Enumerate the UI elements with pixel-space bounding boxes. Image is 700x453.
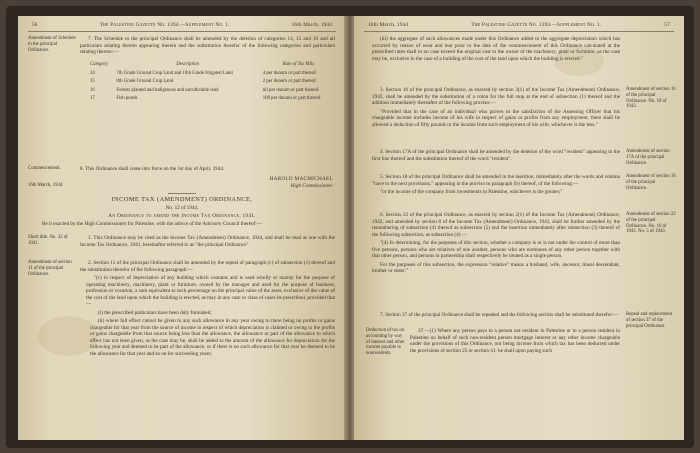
section-2-para: 2. Section 11 of the principal Ordinance shall be amended by the repeal of paragraph (c) of subsection (1) thereof and the substitution therefor of the following paragraph:— [80,260,335,273]
table-row [88,68,336,77]
section-3-text [372,87,620,130]
section-4-para: 4. Section 17A of the principal Ordinance shall be amended by the deletion of the word "resident" appearing in the first line thereof and the substitution thereof of the word "resident". [372,149,620,162]
ordinance-subtitle: An Ordinance to amend the Income Tax Ordinance, 1941. [108,213,256,219]
right-page [354,16,684,440]
margin-note-section-18: Amendment of section 18 of the principal Ordinance. [626,174,676,191]
ordinance-title: INCOME TAX (AMENDMENT) ORDINANCE, [111,196,253,203]
section-37-text [410,328,620,356]
section-7-para: 7. The Schedule to the principal Ordinance shall be amended by the deletion of categories 14, 15 and 16 and all particulars relating thereto appearing therein and the substitution therefor of the following categories and particulars relating thereto:— [80,36,335,55]
schedule-table [88,62,336,102]
table-row [88,93,336,102]
section-5-para: 5. Section 18 of the principal Ordinance shall be amended in the insertion, immediately after the words and comma "have to the next provisions," appearing in the proviso to paragraph (b) thereof, of the following:— [372,174,620,187]
left-page-gazette-title: The Palestine Gazette No. 1394.—Supplement No. 1. [99,22,230,28]
signer-title: High Commissioner. [290,183,333,189]
divider [168,193,196,194]
schedule-col-rate: Rate of Tax Mils [282,62,315,67]
schedule-cell: Forests planted and indigenous and uncultivable land [116,87,219,93]
ordinance-number: No. 12 of 1944. [165,205,199,211]
margin-note-section-16: Amendment of section 16 of the principal Ordinance. No. 10 of 1942. [626,87,676,110]
section-6-quote: "(4) In determining, for the purposes of this section, whether a company is or is not under the control of more than five persons, persons who are relatives of one another, persons who are nominees of any other person together with that other person, and persons in partnership shall respectively be treated as a single person. [372,240,620,259]
enactment-date: 16th March, 1944. [28,183,64,188]
left-page-number: 56 [32,22,38,28]
schedule-col-category: Category [90,62,108,67]
schedule-cell: 8th Grade Ground Crop Land [116,79,174,85]
left-page [18,16,346,440]
section-8-text: 8. This Ordinance shall come into force on the 1st day of April, 1944. [80,166,225,172]
section-6-relative: For the purposes of this subsection, the expression "relative" means a husband, wife, ancestor, lineal descendant, brother or sister." [372,261,620,274]
schedule-cell: 2 per dunum or part thereof. [262,79,317,85]
paragraph-c-i: (i) the prescribed particulars have been duly furnished; [98,309,212,316]
right-page-date: 16th March, 1944 [368,22,409,28]
right-page-header [354,22,684,34]
margin-note-section-37: Repeal and replacement of section 37 of the principal Ordinance. [626,312,673,329]
margin-note-short-title: Short title. No. 32 of 1941. [28,235,68,246]
section-4-text [372,149,620,164]
margin-note-schedule: Amendment of Schedule to the principal Ordinance. [28,36,76,53]
schedule-cell: Fish ponds [116,96,138,102]
margin-note-section-11: Amendment of section 11 of the principal Ordinance. [28,260,72,277]
left-page-header [18,22,346,34]
paper-stain [554,46,604,76]
open-book [6,6,694,448]
section-7-right-para: 7. Section 37 of the principal Ordinance shall be repealed and the following section shall be substituted therefor:— [380,312,619,318]
margin-note-commencement: Commencement. [28,166,61,171]
section-37-para: 37.—(1) Where any person pays to a person not resident in Palestine or to a person resident in Palestine on behalf of such non-resident person mortgage interest or any other income chargeable under the provisions of this Ordinance, not being income from which tax has been deducted under the provisions of section 25 or section 41, he shall upon paying such [410,328,620,354]
header-rule [28,31,336,32]
section-7-right-text [372,312,620,321]
signer-name: HAROLD MACMICHAEL [269,176,333,182]
schedule-cell: 4 per dunum or part thereof. [262,70,317,76]
paragraph-c-iii-text: (iii) the aggregate of such allowances made under this Ordinance added to the aggregate depreciation which has occurred by reason of wear and tear prior to the date of the commencement of this Ordinance calculated at the prescribed rates shall in no case exceed the original cost to the owner of the machinery, plant or furniture, as the case may be, exclusive in the case of a building of the cost of the land upon which the building is erected." [372,36,620,62]
paragraph-c-ii: (ii) where full effect cannot be given to any such allowance in any year owing to there being no profits or gains chargeable for that year from the source of income in respect of which depreciation is claimed or owing to the profits or gains chargeable from that source being less than the allowance, the allowance or part of the allowance to which effect has not been given, as the case may be, shall be added to the amount of the allowance for depreciation for the following year and deemed to be part of the allowance, or if there is no such allowance for that year be deemed to be the allowance for that year and so on for succeeding years; [90,318,335,357]
section-3-para: 3. Section 16 of the principal Ordinance, as enacted by section 3(1) of the Income Tax (Amendment) Ordinance, 1942, shall be amended by the substitution of a colon for the full stop at the end of subsection (1) thereof and the addition immediately thereafter of the following proviso:— [372,87,620,106]
schedule-cell: 100 per dunum or part thereof. [262,96,322,102]
table-row [88,76,336,85]
right-page-gazette-title: The Palestine Gazette No. 1394.—Supplement No. 1. [471,22,602,28]
schedule-cell: nil per dunum or part thereof. [262,87,320,93]
enacting-clause: Be it enacted by the High Commissioner for Palestine, with the advice of the Advisory Council thereof:— [42,221,262,227]
schedule-cell: 7th Grade Ground Crop Land and 10th Grade Irrigated Land [116,70,233,76]
schedule-col-description: Description [176,62,199,67]
header-rule [364,31,674,32]
section-2-text [80,260,335,359]
schedule-cell: 15 [90,79,95,85]
schedule-cell: 14 [90,70,95,76]
section-3-proviso: "Provided that in the case of an individual who proves to the satisfaction of the Assessing Officer that his chargeable income includes income of his wife in respect of gains or profits from any employment, there shall be allowed a deduction of fifty pounds or the income from such employment of his wife, whichever is the less." [372,108,620,128]
section-1-para: 1. This Ordinance may be cited as the Income Tax (Amendment) Ordinance, 1944, and shall be read as one with the Income Tax Ordinance, 1941, hereinafter referred to as "the principal Ordinance". [80,235,335,248]
schedule-cell: 16 [90,87,95,93]
left-page-date: 16th March, 1944 [291,22,332,28]
section-5-quote: "or the income of the company from investments in Palestine, whichever is the greater," [380,189,563,195]
paper-stain [38,316,98,356]
section-1-text [80,235,335,250]
section-7-text [80,36,335,58]
schedule-cell: 17 [90,96,95,102]
margin-note-section-22: Amendment of section 22 of the principal Ordinance. No. 10 of 1942. No. 5 of 1943. [626,212,676,235]
table-row [88,85,336,94]
margin-note-section-17a: Amendment of section 17A of the principal Ordinance. [626,149,670,166]
margin-note-deduction: Deduction of tax on accounting by way of interest and other income payable to nonresidents. [366,328,405,357]
section-5-text [372,174,620,198]
section-6-para: 6. Section 22 of the principal Ordinance, as enacted by section 2(1) of the Income Tax (Amendment) Ordinance, 1942, and amended by section 8 of the Income Tax (Amendment) Ordinance, 1943, shall be further amended by the renumbering of subsection (4) thereof as subsection (5) and the insertion immediately after subsection (3) thereof of the following subsection, as subsection (4) — [372,212,620,238]
section-6-text [372,212,620,277]
paragraph-c: "(c) in respect of depreciation of any building which contains and is used wholly or mainly for the purpose of operating machinery, machinery, plant or furniture, owned by the manager and used for the purpose of business, profession or vocation, a sum equivalent to such percentage on the principal value of the asset, exclusive of the value of the cost of the land upon which the building is erected, as may in any case or class of cases be prescribed, provided that — [86,275,335,307]
right-page-number: 57 [664,22,670,28]
